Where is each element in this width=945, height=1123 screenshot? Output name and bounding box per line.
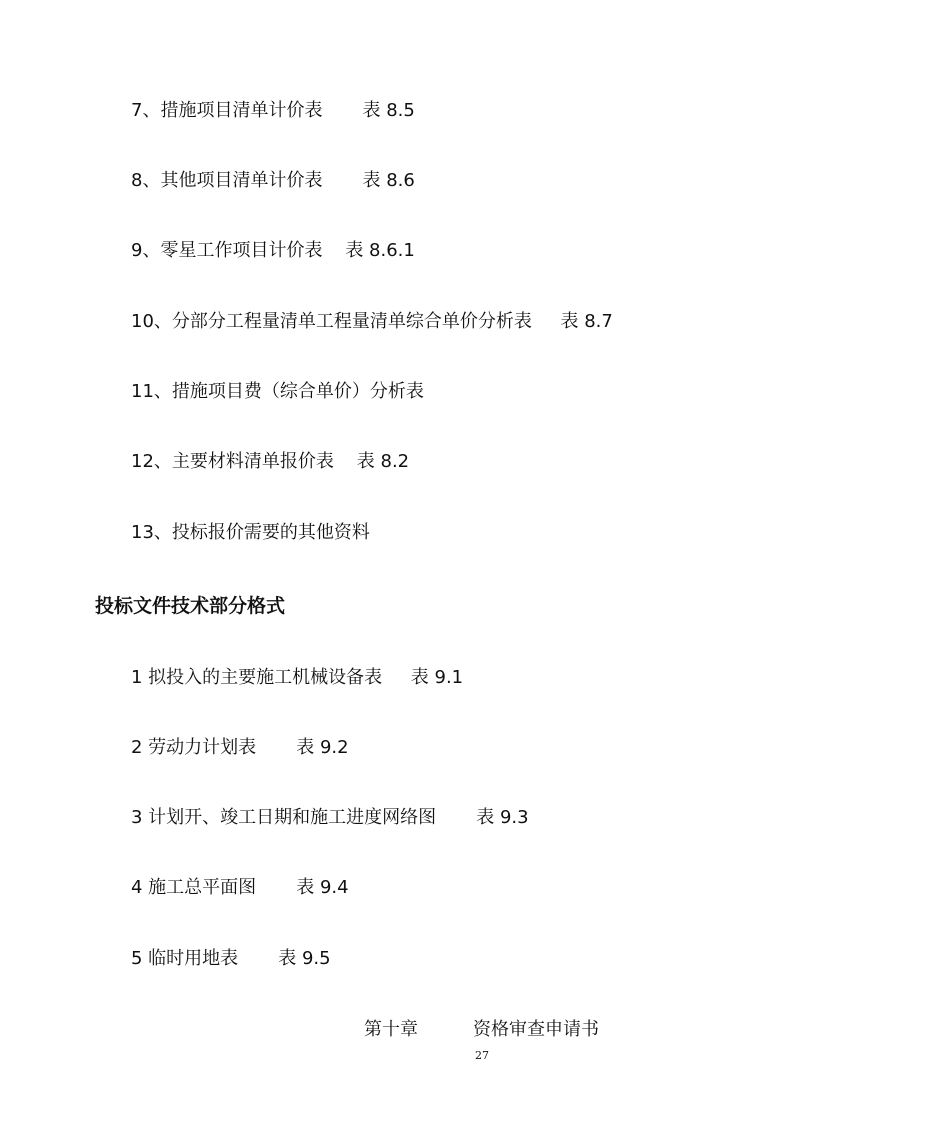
technical-item-5: 5 临时用地表 表 9.5 [131, 948, 331, 969]
pricing-item-13: 13、投标报价需要的其他资料 [131, 522, 370, 543]
chapter-heading [364, 1018, 599, 1042]
pricing-item-10: 10、分部分工程量清单工程量清单综合单价分析表 表 8.7 [131, 311, 613, 332]
chapter-number: 第十章 [364, 1019, 418, 1040]
technical-item-2: 2 劳动力计划表 表 9.2 [131, 737, 349, 758]
chapter-title: 资格审查申请书 [473, 1019, 599, 1040]
technical-item-4: 4 施工总平面图 表 9.4 [131, 877, 349, 898]
page-number: 27 [475, 1049, 489, 1062]
pricing-item-9: 9、零星工作项目计价表 表 8.6.1 [131, 240, 415, 261]
pricing-item-11: 11、措施项目费（综合单价）分析表 [131, 381, 424, 402]
pricing-item-8: 8、其他项目清单计价表 表 8.6 [131, 170, 415, 191]
pricing-item-12: 12、主要材料清单报价表 表 8.2 [131, 451, 410, 472]
technical-section-heading: 投标文件技术部分格式 [95, 595, 286, 617]
pricing-item-7: 7、措施项目清单计价表 表 8.5 [131, 100, 415, 121]
technical-item-1: 1 拟投入的主要施工机械设备表 表 9.1 [131, 667, 464, 688]
technical-item-3: 3 计划开、竣工日期和施工进度网络图 表 9.3 [131, 807, 529, 828]
